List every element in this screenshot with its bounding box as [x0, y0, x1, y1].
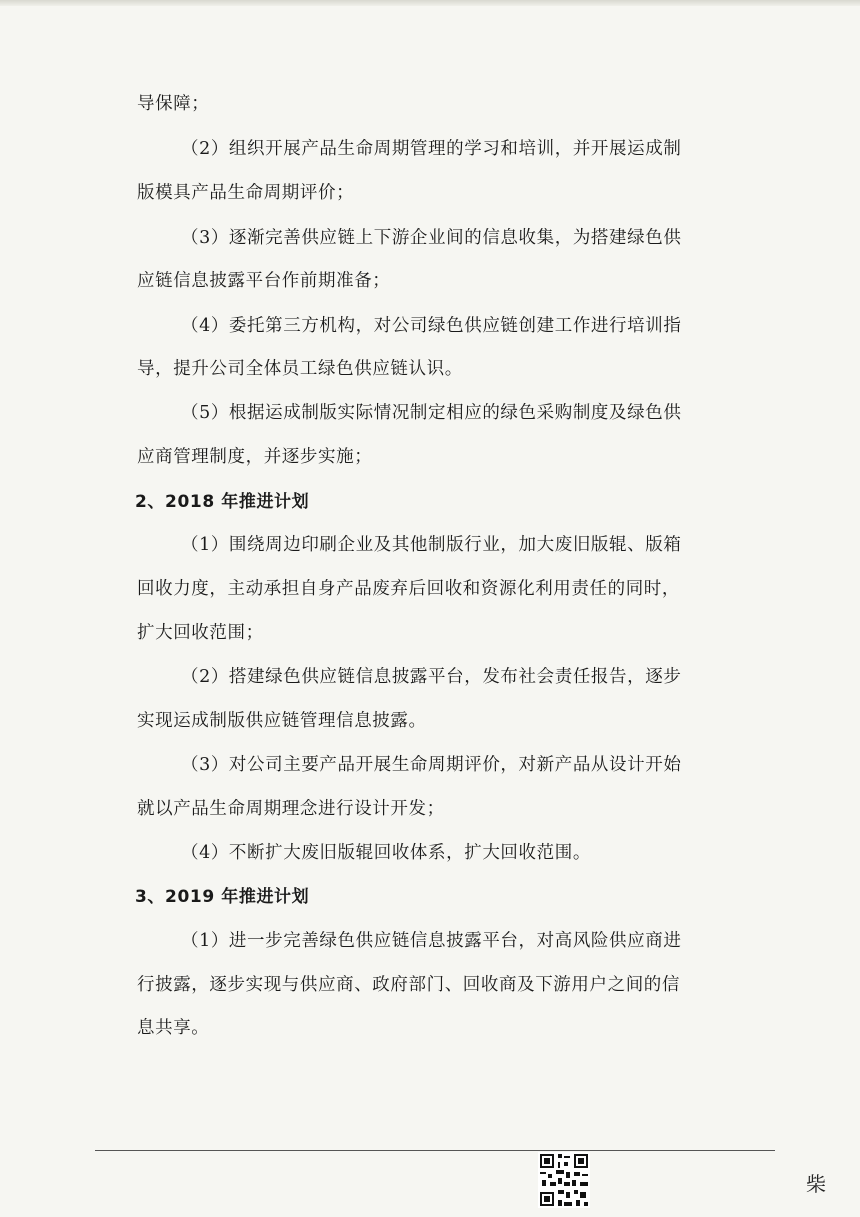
paragraph-line: （5）根据运成制版实际情况制定相应的绿色采购制度及绿色供	[181, 403, 682, 423]
paragraph-line: 扩大回收范围；	[137, 623, 264, 643]
paragraph-line: 导保障；	[137, 94, 210, 114]
footer-rule	[95, 1150, 775, 1151]
paragraph-line: （1）进一步完善绿色供应链信息披露平台，对高风险供应商进	[181, 931, 682, 951]
scan-top-edge	[0, 0, 860, 6]
page-number: 柴	[806, 1172, 826, 1196]
paragraph-line: 就以产品生命周期理念进行设计开发；	[137, 799, 445, 819]
paragraph-line: （2）搭建绿色供应链信息披露平台，发布社会责任报告，逐步	[181, 667, 682, 687]
paragraph-line: 实现运成制版供应链管理信息披露。	[137, 711, 427, 731]
paragraph-line: 回收力度，主动承担自身产品废弃后回收和资源化利用责任的同时，	[137, 579, 680, 599]
paragraph-line: 应链信息披露平台作前期准备；	[137, 271, 391, 291]
paragraph-line: （1）围绕周边印刷企业及其他制版行业，加大废旧版辊、版箱	[181, 535, 682, 555]
paragraph-line: （3）对公司主要产品开展生命周期评价，对新产品从设计开始	[181, 755, 682, 775]
paragraph-line: 息共享。	[137, 1018, 210, 1038]
paragraph-line: 版模具产品生命周期评价；	[137, 183, 355, 203]
paragraph-line: （3）逐渐完善供应链上下游企业间的信息收集，为搭建绿色供	[181, 228, 682, 248]
paragraph-line: 应商管理制度，并逐步实施；	[137, 447, 373, 467]
paragraph-line: （2）组织开展产品生命周期管理的学习和培训，并开展运成制	[181, 139, 682, 159]
paragraph-line: （4）不断扩大废旧版辊回收体系，扩大回收范围。	[181, 843, 591, 863]
section-heading-2018: 2、2018 年推进计划	[135, 492, 310, 512]
section-heading-2019: 3、2019 年推进计划	[135, 887, 310, 907]
qr-code-icon	[538, 1152, 590, 1208]
paragraph-line: 行披露，逐步实现与供应商、政府部门、回收商及下游用户之间的信	[137, 975, 680, 995]
paragraph-line: （4）委托第三方机构，对公司绿色供应链创建工作进行培训指	[181, 316, 682, 336]
paragraph-line: 导，提升公司全体员工绿色供应链认识。	[137, 359, 463, 379]
